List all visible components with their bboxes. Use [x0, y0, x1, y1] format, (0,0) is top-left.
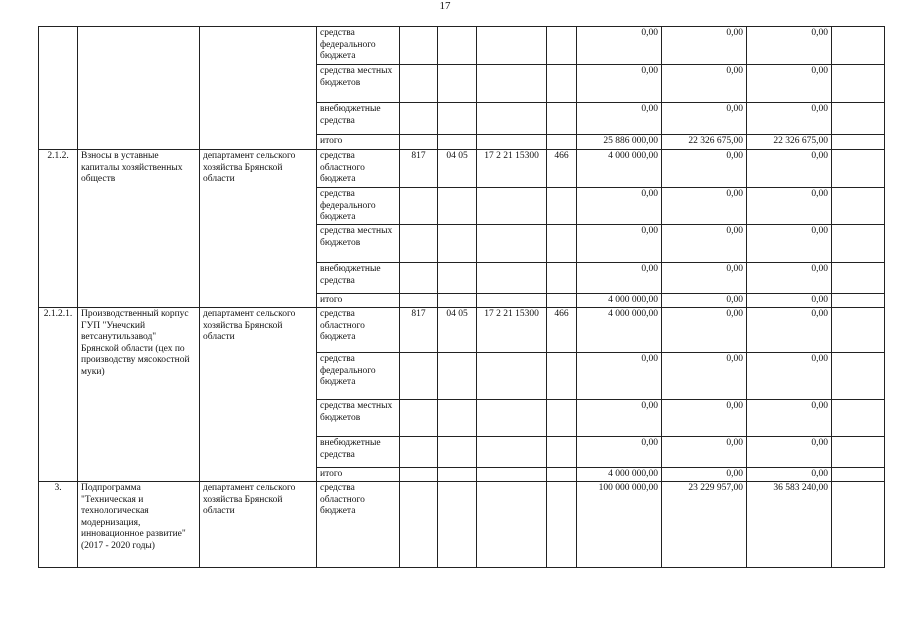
- empty-cell: [832, 294, 885, 308]
- amount-year-3: 0,00: [747, 263, 832, 294]
- target-article-code: [477, 263, 547, 294]
- table-row: [39, 27, 885, 65]
- grbs-code: [400, 400, 438, 437]
- target-article-code: [477, 294, 547, 308]
- item-executor: департамент сельского хозяйства Брянской области: [200, 482, 317, 568]
- target-article-code: [477, 188, 547, 225]
- funding-source: средства федерального бюджета: [317, 27, 400, 65]
- section-code: [438, 437, 477, 468]
- amount-year-2: 23 229 957,00: [662, 482, 747, 568]
- target-article-code: [477, 437, 547, 468]
- target-article-code: [477, 482, 547, 568]
- target-article-code: [477, 27, 547, 65]
- item-name: Производственный корпус ГУП "Унечский ветсанутильзавод" Брянской области (цех по производству мясокостной муки): [78, 308, 200, 482]
- section-code: [438, 225, 477, 263]
- amount-year-1: 4 000 000,00: [577, 150, 662, 188]
- item-executor: [200, 27, 317, 150]
- expense-type-code: 466: [547, 150, 577, 188]
- empty-cell: [832, 65, 885, 103]
- amount-year-1: 4 000 000,00: [577, 468, 662, 482]
- funding-source: итого: [317, 294, 400, 308]
- empty-cell: [832, 308, 885, 353]
- target-article-code: [477, 65, 547, 103]
- grbs-code: [400, 27, 438, 65]
- item-name: Подпрограмма "Техническая и технологическая модернизация, инновационное развитие" (2017 - 2020 годы): [78, 482, 200, 568]
- expense-type-code: [547, 65, 577, 103]
- expense-type-code: [547, 225, 577, 263]
- expense-type-code: [547, 468, 577, 482]
- amount-year-1: 0,00: [577, 188, 662, 225]
- expense-type-code: [547, 103, 577, 135]
- funding-source: средства федерального бюджета: [317, 353, 400, 400]
- empty-cell: [832, 225, 885, 263]
- amount-year-2: 0,00: [662, 437, 747, 468]
- amount-year-3: 0,00: [747, 308, 832, 353]
- item-name: Взносы в уставные капиталы хозяйственных обществ: [78, 150, 200, 308]
- amount-year-3: 0,00: [747, 353, 832, 400]
- section-code: [438, 135, 477, 150]
- table-row: [39, 308, 885, 353]
- amount-year-1: 0,00: [577, 437, 662, 468]
- item-number: 2.1.2.1.: [39, 308, 78, 482]
- item-number: [39, 27, 78, 150]
- funding-source: итого: [317, 468, 400, 482]
- grbs-code: [400, 482, 438, 568]
- section-code: 04 05: [438, 150, 477, 188]
- amount-year-1: 0,00: [577, 103, 662, 135]
- section-code: [438, 65, 477, 103]
- grbs-code: 817: [400, 308, 438, 353]
- amount-year-1: 4 000 000,00: [577, 308, 662, 353]
- expense-type-code: [547, 353, 577, 400]
- amount-year-3: 22 326 675,00: [747, 135, 832, 150]
- amount-year-1: 0,00: [577, 263, 662, 294]
- section-code: [438, 482, 477, 568]
- expense-type-code: [547, 188, 577, 225]
- amount-year-1: 0,00: [577, 353, 662, 400]
- empty-cell: [832, 103, 885, 135]
- funding-source: внебюджетные средства: [317, 437, 400, 468]
- grbs-code: [400, 353, 438, 400]
- amount-year-1: 25 886 000,00: [577, 135, 662, 150]
- amount-year-1: 0,00: [577, 400, 662, 437]
- target-article-code: 17 2 21 15300: [477, 308, 547, 353]
- amount-year-2: 0,00: [662, 353, 747, 400]
- grbs-code: [400, 65, 438, 103]
- grbs-code: [400, 135, 438, 150]
- expense-type-code: 466: [547, 308, 577, 353]
- section-code: [438, 263, 477, 294]
- grbs-code: [400, 188, 438, 225]
- amount-year-3: 0,00: [747, 150, 832, 188]
- section-code: [438, 400, 477, 437]
- funding-source: средства местных бюджетов: [317, 400, 400, 437]
- amount-year-3: 0,00: [747, 27, 832, 65]
- amount-year-2: 0,00: [662, 150, 747, 188]
- amount-year-3: 0,00: [747, 188, 832, 225]
- funding-source: средства местных бюджетов: [317, 225, 400, 263]
- funding-source: средства местных бюджетов: [317, 65, 400, 103]
- item-executor: департамент сельского хозяйства Брянской области: [200, 308, 317, 482]
- amount-year-2: 0,00: [662, 27, 747, 65]
- grbs-code: [400, 103, 438, 135]
- amount-year-2: 0,00: [662, 468, 747, 482]
- funding-source: средства областного бюджета: [317, 308, 400, 353]
- empty-cell: [832, 263, 885, 294]
- expense-type-code: [547, 263, 577, 294]
- amount-year-2: 0,00: [662, 308, 747, 353]
- expense-type-code: [547, 294, 577, 308]
- grbs-code: [400, 437, 438, 468]
- amount-year-3: 0,00: [747, 437, 832, 468]
- amount-year-1: 100 000 000,00: [577, 482, 662, 568]
- amount-year-3: 0,00: [747, 65, 832, 103]
- section-code: [438, 294, 477, 308]
- section-code: [438, 468, 477, 482]
- amount-year-3: 0,00: [747, 225, 832, 263]
- grbs-code: [400, 294, 438, 308]
- section-code: 04 05: [438, 308, 477, 353]
- amount-year-3: 0,00: [747, 294, 832, 308]
- budget-table: [38, 26, 885, 568]
- expense-type-code: [547, 400, 577, 437]
- amount-year-2: 0,00: [662, 225, 747, 263]
- empty-cell: [832, 353, 885, 400]
- funding-source: средства федерального бюджета: [317, 188, 400, 225]
- empty-cell: [832, 468, 885, 482]
- amount-year-3: 0,00: [747, 400, 832, 437]
- funding-source: внебюджетные средства: [317, 263, 400, 294]
- section-code: [438, 103, 477, 135]
- grbs-code: 817: [400, 150, 438, 188]
- grbs-code: [400, 468, 438, 482]
- amount-year-1: 0,00: [577, 27, 662, 65]
- amount-year-3: 0,00: [747, 103, 832, 135]
- amount-year-2: 0,00: [662, 103, 747, 135]
- item-number: 2.1.2.: [39, 150, 78, 308]
- expense-type-code: [547, 135, 577, 150]
- amount-year-2: 0,00: [662, 65, 747, 103]
- target-article-code: [477, 400, 547, 437]
- empty-cell: [832, 27, 885, 65]
- amount-year-2: 0,00: [662, 400, 747, 437]
- expense-type-code: [547, 27, 577, 65]
- section-code: [438, 27, 477, 65]
- amount-year-1: 4 000 000,00: [577, 294, 662, 308]
- grbs-code: [400, 225, 438, 263]
- amount-year-3: 36 583 240,00: [747, 482, 832, 568]
- item-number: 3.: [39, 482, 78, 568]
- target-article-code: [477, 135, 547, 150]
- funding-source: внебюджетные средства: [317, 103, 400, 135]
- empty-cell: [832, 188, 885, 225]
- empty-cell: [832, 400, 885, 437]
- funding-source: итого: [317, 135, 400, 150]
- empty-cell: [832, 482, 885, 568]
- amount-year-1: 0,00: [577, 225, 662, 263]
- empty-cell: [832, 150, 885, 188]
- section-code: [438, 188, 477, 225]
- grbs-code: [400, 263, 438, 294]
- amount-year-1: 0,00: [577, 65, 662, 103]
- target-article-code: [477, 353, 547, 400]
- target-article-code: [477, 225, 547, 263]
- item-executor: департамент сельского хозяйства Брянской области: [200, 150, 317, 308]
- page-number: 17: [439, 0, 451, 12]
- item-name: [78, 27, 200, 150]
- funding-source: средства областного бюджета: [317, 150, 400, 188]
- expense-type-code: [547, 482, 577, 568]
- empty-cell: [832, 135, 885, 150]
- target-article-code: [477, 103, 547, 135]
- amount-year-2: 0,00: [662, 188, 747, 225]
- expense-type-code: [547, 437, 577, 468]
- amount-year-2: 22 326 675,00: [662, 135, 747, 150]
- section-code: [438, 353, 477, 400]
- amount-year-3: 0,00: [747, 468, 832, 482]
- table-row: [39, 150, 885, 188]
- target-article-code: 17 2 21 15300: [477, 150, 547, 188]
- table-row: [39, 482, 885, 568]
- funding-source: средства областного бюджета: [317, 482, 400, 568]
- target-article-code: [477, 468, 547, 482]
- empty-cell: [832, 437, 885, 468]
- amount-year-2: 0,00: [662, 294, 747, 308]
- amount-year-2: 0,00: [662, 263, 747, 294]
